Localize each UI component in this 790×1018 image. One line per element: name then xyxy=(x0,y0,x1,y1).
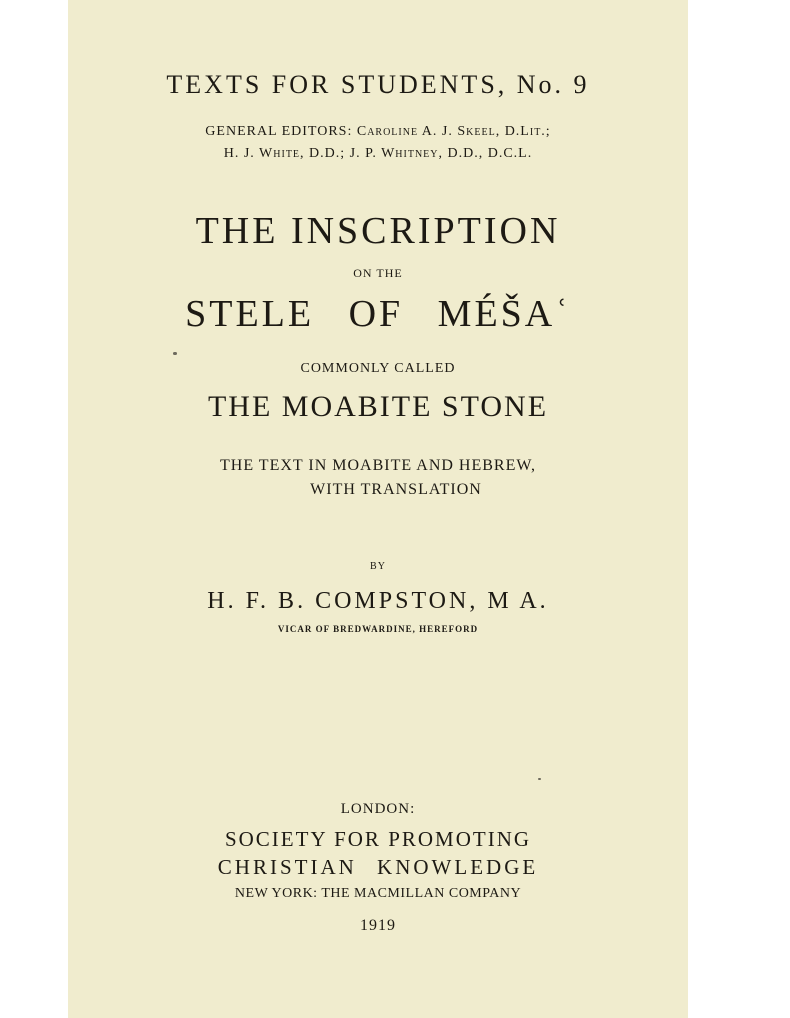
editors-names-line2 xyxy=(68,143,688,165)
title-line-2: STELE OF MÉŠAʿ xyxy=(185,293,571,335)
series-title: TEXTS FOR STUDENTS, No. 9 xyxy=(166,70,590,99)
paper-speck xyxy=(538,778,541,780)
title-line-1: THE INSCRIPTION xyxy=(195,210,561,252)
commonly-called: COMMONLY CALLED xyxy=(300,361,456,376)
publisher-line-1: SOCIETY FOR PROMOTING xyxy=(224,827,532,851)
title-page xyxy=(68,0,688,1018)
paper-speck xyxy=(173,352,177,355)
publication-year: 1919 xyxy=(360,917,396,934)
subtitle-line-1: THE TEXT IN MOABITE AND HEBREW, xyxy=(219,457,537,474)
title-on-the: ON THE xyxy=(353,266,403,280)
editors-names-line2-text: H. J. White, D.D.; J. P. Whitney, D.D., D.C.L. xyxy=(223,146,533,161)
publisher-line-2: CHRISTIAN KNOWLEDGE xyxy=(217,855,539,879)
editors-heading: GENERAL EDITORS: xyxy=(205,124,353,139)
author-name: H. F. B. COMPSTON, M A. xyxy=(207,588,549,614)
subtitle-line-2: WITH TRANSLATION xyxy=(310,481,482,498)
author-position: VICAR OF BREDWARDINE, HEREFORD xyxy=(277,624,479,634)
title-line-3: THE MOABITE STONE xyxy=(207,390,549,423)
copublisher: NEW YORK: THE MACMILLAN COMPANY xyxy=(234,886,522,901)
byline-by: BY xyxy=(370,561,386,572)
imprint-city: LONDON: xyxy=(340,801,416,817)
editors-names-line1: Caroline A. J. Skeel, D.Lit.; xyxy=(356,124,551,139)
general-editors xyxy=(68,121,688,143)
